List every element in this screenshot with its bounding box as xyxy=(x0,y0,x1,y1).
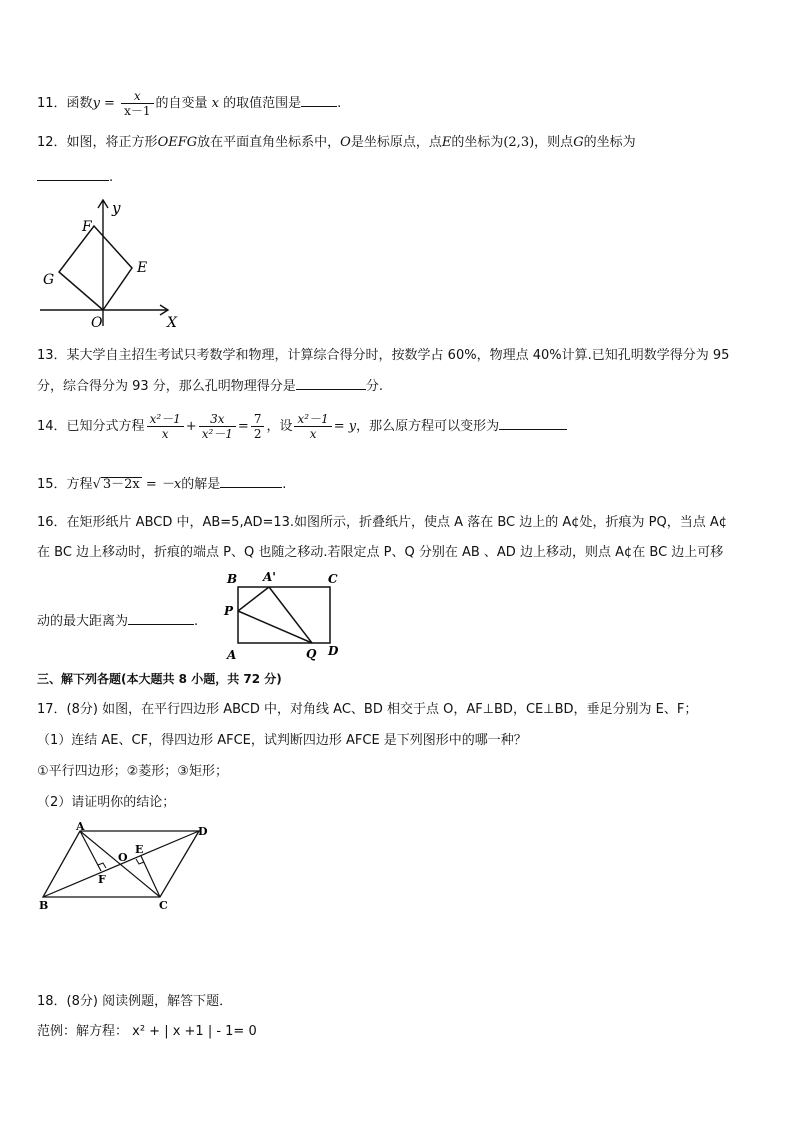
q11-frac-numerator: x xyxy=(121,89,153,104)
square-oefg xyxy=(59,226,132,310)
q14-f2-denominator: x²－1 xyxy=(201,427,233,441)
q11-middle: 的自变量 xyxy=(155,96,208,111)
q11-suffix: 的取值范围是 xyxy=(223,96,302,111)
figure-17-parallelogram xyxy=(36,822,216,910)
q15-radicand: 3－2x xyxy=(102,477,140,492)
q15-end: . xyxy=(282,477,287,492)
label-f: F xyxy=(98,873,106,886)
q14-fraction-3 xyxy=(251,412,265,441)
q11-x: x xyxy=(211,96,219,111)
question-17: 17．(8分) 如图，在平行四边形 ABCD 中，对角线 AC、BD 相交于点 O，AF⊥BD，CE⊥BD，垂足分别为 E、F； xyxy=(37,702,698,717)
label-a: A xyxy=(76,822,85,833)
label-a: A xyxy=(227,648,237,661)
label-e: E xyxy=(137,260,148,276)
q15-suffix: 的解是 xyxy=(181,477,221,492)
question-17-options: ①平行四边形；②菱形；③矩形； xyxy=(37,764,228,779)
q15-answer-blank[interactable] xyxy=(220,475,282,488)
question-16-line2: 在 BC 边上移动时，折痕的端点 P、Q 也随之移动.若限定点 P、Q 分别在 AB 、AD 边上移动，则点 A¢在 BC 边上可移 xyxy=(37,545,724,560)
q11-fraction xyxy=(121,89,153,118)
label-p: P xyxy=(224,604,234,618)
question-14 xyxy=(37,412,567,441)
label-f: F xyxy=(82,219,92,235)
q14-fraction-1 xyxy=(147,412,184,441)
fold-line-pq xyxy=(238,611,312,643)
q14-number: 14． xyxy=(37,419,67,434)
question-15: 15．方程√ 3－2x = －x的解是 . xyxy=(37,477,287,492)
q13-answer-blank[interactable] xyxy=(296,377,366,390)
diagonal-bd xyxy=(43,831,199,897)
segment-pa-prime xyxy=(238,587,269,611)
q12-answer-line xyxy=(37,168,113,185)
q11-y: y xyxy=(92,96,100,111)
q14-equals-y: = y xyxy=(333,419,357,434)
label-o: O xyxy=(118,851,128,864)
segment-af xyxy=(80,831,101,871)
label-b: B xyxy=(227,572,238,586)
q12-answer-blank[interactable] xyxy=(37,168,109,181)
q12-text-6: 的坐标为 xyxy=(583,135,636,150)
q12-number: 12． xyxy=(37,135,67,150)
q12-origin-label: O xyxy=(340,135,351,150)
q14-fraction-4 xyxy=(294,412,331,441)
figure-16-folded-rectangle xyxy=(222,569,350,661)
q14-prefix: 已知分式方程 xyxy=(66,419,145,434)
q15-prefix: 方程 xyxy=(66,477,93,492)
label-d: D xyxy=(328,644,339,658)
question-18-example: 范例：解方程： x² + | x +1 | - 1= 0 xyxy=(37,1024,257,1039)
rectangle-abcd xyxy=(238,587,330,643)
q11-prefix: 函数 xyxy=(66,96,93,111)
question-16-line3 xyxy=(37,610,198,629)
q15-rhs: = －x xyxy=(141,477,182,492)
q16-line3-end: . xyxy=(194,614,199,629)
question-13-line2 xyxy=(37,375,383,394)
q12-shape-name: OEFG xyxy=(157,135,198,150)
segment-a-prime-q xyxy=(269,587,312,643)
label-e: E xyxy=(135,843,144,856)
q11-answer-blank[interactable] xyxy=(301,94,337,107)
label-x: X xyxy=(167,315,177,331)
q12-text-5: ，则点 xyxy=(534,135,574,150)
q14-middle: ，设 xyxy=(266,419,293,434)
q11-frac-denominator: x－1 xyxy=(124,104,151,118)
label-y: y xyxy=(112,199,121,217)
q14-f4-numerator: x²－1 xyxy=(294,412,331,427)
q14-f4-denominator: x xyxy=(309,427,317,441)
q13-line2-end: 分. xyxy=(365,379,383,394)
q12-coordinate: (2,3) xyxy=(503,135,535,150)
q14-plus: + xyxy=(185,419,197,434)
label-a-prime: A' xyxy=(263,570,276,584)
q12-end: . xyxy=(109,170,114,185)
q16-answer-blank[interactable] xyxy=(128,612,194,625)
q12-text-4: 的坐标为 xyxy=(451,135,504,150)
q11-number: 11． xyxy=(37,96,67,111)
q14-f2-numerator: 3x xyxy=(199,412,236,427)
q16-line3-prefix: 动的最大距离为 xyxy=(37,614,129,629)
section-3-heading: 三、解下列各题(本大题共 8 小题，共 72 分) xyxy=(37,672,282,686)
q14-equals: = xyxy=(237,419,249,434)
q14-answer-blank[interactable] xyxy=(499,417,567,430)
label-b: B xyxy=(39,899,49,910)
q12-text-2: 放在平面直角坐标系中， xyxy=(197,135,341,150)
question-16-line1: 16．在矩形纸片 ABCD 中，AB=5,AD=13.如图所示，折叠纸片，使点 A 落在 BC 边上的 A¢处，折痕为 PQ，当点 A¢ xyxy=(37,515,728,530)
q12-text-1: 如图，将正方形 xyxy=(66,135,158,150)
q15-number: 15． xyxy=(37,477,67,492)
question-17-part-1: （1）连结 AE、CF，得四边形 AFCE，试判断四边形 AFCE 是下列图形中的哪一种？ xyxy=(37,733,527,748)
q14-f1-denominator: x xyxy=(161,427,169,441)
q13-line2-prefix: 分，综合得分为 93 分，那么孔明物理得分是 xyxy=(37,379,296,394)
label-d: D xyxy=(198,825,208,838)
label-c: C xyxy=(159,899,168,910)
figure-12-coordinate-square xyxy=(36,196,184,332)
label-c: C xyxy=(328,572,338,586)
q14-f3-denominator: 2 xyxy=(253,427,262,441)
question-12 xyxy=(37,131,636,150)
q14-suffix: ，那么原方程可以变形为 xyxy=(356,419,500,434)
q12-text-3: 是坐标原点，点 xyxy=(350,135,442,150)
label-q: Q xyxy=(306,647,317,661)
q12-point-g: G xyxy=(573,135,584,150)
question-18: 18．(8分) 阅读例题，解答下题． xyxy=(37,994,233,1009)
q11-equals: = xyxy=(99,96,120,111)
q14-f1-numerator: x²－1 xyxy=(147,412,184,427)
question-11 xyxy=(37,89,341,118)
question-13: 13．某大学自主招生考试只考数学和物理，计算综合得分时，按数学占 60%，物理点 40%计算.已知孔明数学得分为 95 xyxy=(37,348,730,363)
q14-fraction-2 xyxy=(199,412,236,441)
label-o: O xyxy=(91,315,103,331)
q14-f3-numerator: 7 xyxy=(251,412,265,427)
q11-end: . xyxy=(337,96,342,111)
q12-point-e: E xyxy=(441,135,452,150)
label-g: G xyxy=(43,272,55,288)
question-17-part-2: （2）请证明你的结论； xyxy=(37,795,176,810)
